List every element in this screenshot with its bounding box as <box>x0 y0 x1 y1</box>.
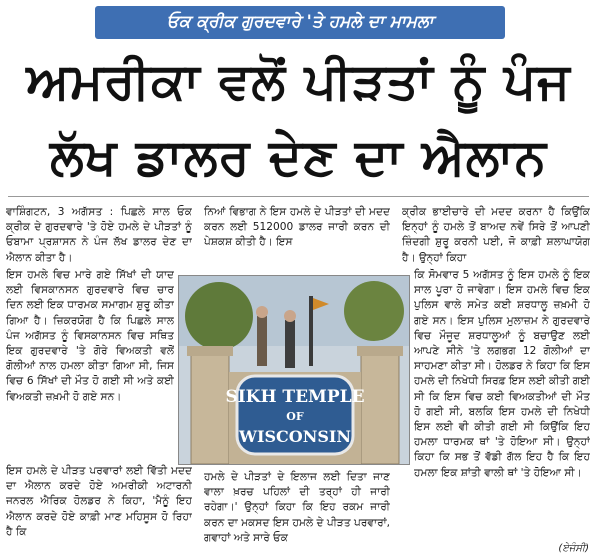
agency-credit: (ਏਜੰਸੀ) <box>558 543 589 554</box>
sign-text-1: SIKH TEMPLE <box>225 387 365 407</box>
column-1-middle: ਇਸ ਹਮਲੇ ਵਿਚ ਮਾਰੇ ਗਏ ਸਿੱਖਾਂ ਦੀ ਯਾਦ ਲਈ ਵਿਸਕਾਨਸਨ ਗੁਰਦਵਾਰੇ ਵਿਚ ਚਾਰ ਦਿਨ ਲਈ ਇਕ ਧਾਰਮਕ ਸਮਾਗਮ ਸ਼ੁਰੂ ਕੀਤਾ ਗਿਆ ਹੈ। ਜ਼ਿਕਰਯੋਗ ਹੈ ਕਿ ਪਿਛਲੇ ਸਾਲ ਪੰਜ ਅਗੱਸਤ ਨੂੰ ਵਿਸਕਾਨਸਨ ਵਿਚ ਸਥਿਤ ਇਕ ਗੁਰਦਵਾਰੇ 'ਤੇ ਗੋਰੇ ਵਿਅਕਤੀ ਵਲੋਂ ਗੋਲੀਆਂ ਨਾਲ ਹਮਲਾ ਕੀਤਾ ਗਿਆ ਸੀ, ਜਿਸ ਵਿਚ 6 ਸਿੱਖਾਂ ਦੀ ਮੌਤ ਹੋ ਗਈ ਸੀ ਅਤੇ ਕਈ ਵਿਅਕਤੀ ਜ਼ਖ਼ਮੀ ਹੋ ਗਏ ਸਨ। <box>6 269 174 403</box>
column-2-bottom: ਹਮਲੇ ਦੇ ਪੀੜਤਾਂ ਦੇ ਇਲਾਜ ਲਈ ਦਿਤਾ ਜਾਣ ਵਾਲਾ ਖ਼ਰਚ ਪਹਿਲਾਂ ਦੀ ਤਰ੍ਹਾਂ ਹੀ ਜਾਰੀ ਰਹੇਗਾ।' ਉਨ੍ਹਾਂ ਕਿਹਾ ਕਿ ਇਹ ਰਕਮ ਜਾਰੀ ਕਰਨ ਦਾ ਮਕਸਦ ਇਸ ਹਮਲੇ ਦੇ ਪੀੜਤ ਪਰਵਾਰਾਂ, ਗਵਾਹਾਂ ਅਤੇ ਸਾਰੇ ਓਕ <box>204 471 390 544</box>
headline-line-2: ਲੱਖ ਡਾਲਰ ਦੇਣ ਦਾ ਐਲਾਨ <box>50 128 547 186</box>
sign-text-2: OF <box>286 410 304 423</box>
column-3-top: ਕ੍ਰੀਕ ਭਾਈਚਾਰੇ ਦੀ ਮਦਦ ਕਰਨਾ ਹੈ ਕਿਉਂਕਿ ਇਨ੍ਹਾਂ ਨੂੰ ਹਮਲੇ ਤੋਂ ਬਾਅਦ ਨਵੇਂ ਸਿਰੇ ਤੋਂ ਆਪਣੀ ਜ਼ਿੰਦਗੀ ਸ਼ੁਰੂ ਕਰਨੀ ਪਈ, ਜੋ ਕਾਫ਼ੀ ਸ਼ਲਾਘਾਯੋਗ ਹੈ। ਉਨ੍ਹਾਂ ਕਿਹਾ <box>402 206 590 264</box>
headline-divider <box>8 196 589 197</box>
column-3-bottom: ਕਿ ਸੋਮਵਾਰ 5 ਅਗੱਸਤ ਨੂੰ ਇਸ ਹਮਲੇ ਨੂੰ ਇਕ ਸਾਲ ਪੂਰਾ ਹੋ ਜਾਵੇਗਾ। ਇਸ ਹਮਲੇ ਵਿਚ ਇਕ ਪੁਲਿਸ ਵਾਲੇ ਸਮੇਤ ਕਈ ਸ਼ਰਧਾਲੂ ਜ਼ਖ਼ਮੀ ਹੋ ਗਏ ਸਨ। ਇਸ ਪੁਲਿਸ ਮੁਲਾਜ਼ਮ ਨੇ ਗੁਰਦਵਾਰੇ ਵਿਚ ਮੌਜੂਦ ਸ਼ਰਧਾਲੂਆਂ ਨੂੰ ਬਚਾਉਣ ਲਈ ਆਪਣੇ ਸੀਨੇ 'ਤੇ ਲਗਭਗ 12 ਗੋਲੀਆਂ ਦਾ ਸਾਹਮਣਾ ਕੀਤਾ ਸੀ। ਹੋਲਡਰ ਨੇ ਕਿਹਾ ਕਿ ਇਸ ਹਮਲੇ ਦੀ ਨਿਖੇਧੀ ਸਿਰਫ਼ ਇਸ ਲਈ ਕੀਤੀ ਗਈ ਸੀ ਕਿ ਇਸ ਵਿਚ ਕਈ ਵਿਅਕਤੀਆਂ ਦੀ ਮੌਤ ਹੋ ਗਈ ਸੀ, ਬਲਕਿ ਇਸ ਹਮਲੇ ਦੀ ਨਿਖੇਧੀ ਇਸ ਲਈ ਵੀ ਕੀਤੀ ਗਈ ਸੀ ਕਿਉਂਕਿ ਇਹ ਹਮਲਾ ਧਾਰਮਕ ਥਾਂ 'ਤੇ ਹੋਇਆ ਸੀ। ਉਨ੍ਹਾਂ ਕਿਹਾ ਕਿ ਸਭ ਤੋਂ ਵੱਡੀ ਗੱਲ ਇਹ ਹੈ ਕਿ ਇਹ ਹਮਲਾ ਇਕ ਸ਼ਾਂਤੀ ਵਾਲੀ ਥਾਂ 'ਤੇ ਹੋਇਆ ਸੀ। <box>414 269 590 479</box>
sign-text-3: WISCONSIN <box>239 427 351 446</box>
temple-sign-illustration <box>179 276 409 464</box>
column-1-top: ਵਾਸ਼ਿੰਗਟਨ, 3 ਅਗੱਸਤ : ਪਿਛਲੇ ਸਾਲ ਓਕ ਕ੍ਰੀਕ ਦੇ ਗੁਰਦਵਾਰੇ 'ਤੇ ਹੋਏ ਹਮਲੇ ਦੇ ਪੀੜਤਾਂ ਨੂੰ ਓਬਾਮਾ ਪ੍ਰਸ਼ਾਸਨ ਨੇ ਪੰਜ ਲੱਖ ਡਾਲਰ ਦੇਣ ਦਾ ਐਲਾਨ ਕੀਤਾ ਹੈ। <box>6 206 192 264</box>
headline-line-1: ਅਮਰੀਕਾ ਵਲੋਂ ਪੀੜਤਾਂ ਨੂੰ ਪੰਜ <box>26 52 571 110</box>
temple-sign-photo <box>178 275 410 465</box>
column-2-top: ਨਿਆਂ ਵਿਭਾਗ ਨੇ ਇਸ ਹਮਲੇ ਦੇ ਪੀੜਤਾਂ ਦੀ ਮਦਦ ਕਰਨ ਲਈ 512000 ਡਾਲਰ ਜਾਰੀ ਕਰਨ ਦੀ ਪੇਸ਼ਕਸ਼ ਕੀਤੀ ਹੈ। ਇਸ <box>204 206 390 249</box>
kicker-banner: ਓਕ ਕ੍ਰੀਕ ਗੁਰਦਵਾਰੇ 'ਤੇ ਹਮਲੇ ਦਾ ਮਾਮਲਾ <box>95 6 505 39</box>
column-1-bottom: ਇਸ ਹਮਲੇ ਦੇ ਪੀੜਤ ਪਰਵਾਰਾਂ ਲਈ ਵਿੱਤੀ ਮਦਦ ਦਾ ਐਲਾਨ ਕਰਦੇ ਹੋਏ ਅਮਰੀਕੀ ਅਟਾਰਨੀ ਜਨਰਲ ਐਰਿਕ ਹੋਲਡਰ ਨੇ ਕਿਹਾ, 'ਮੈਨੂੰ ਇਹ ਐਲਾਨ ਕਰਦੇ ਹੋਏ ਕਾਫ਼ੀ ਮਾਣ ਮਹਿਸੂਸ ਹੋ ਰਿਹਾ ਹੈ ਕਿ <box>6 465 192 538</box>
